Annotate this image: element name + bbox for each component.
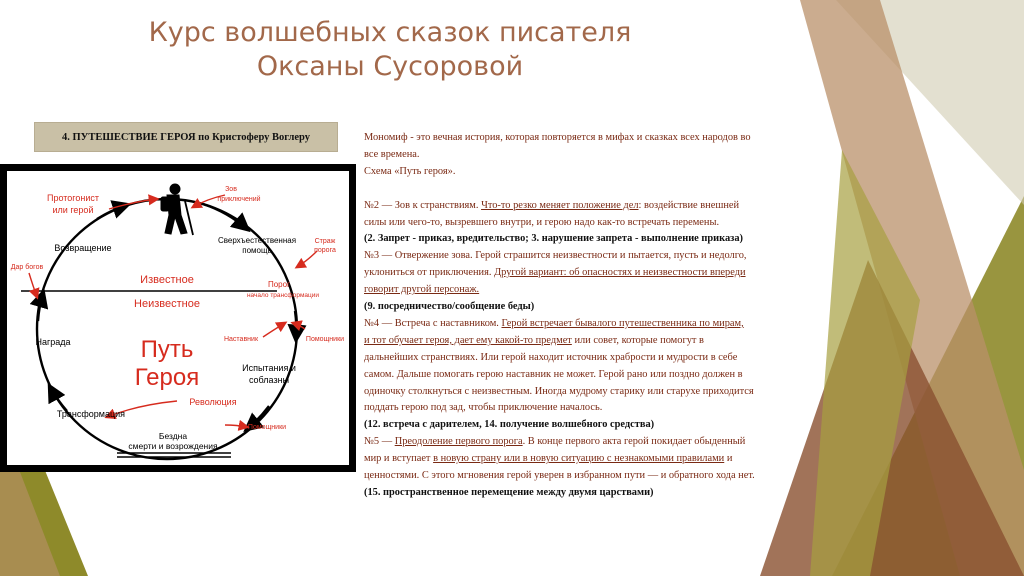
text-line	[364, 316, 842, 333]
text-span: уклониться от приключения.	[364, 267, 495, 279]
text-line: дальнейших странствиях. Или герой находит источник храбрости и мудрости в себе	[364, 351, 738, 363]
diagram-svg	[7, 171, 349, 465]
text-line	[364, 333, 842, 350]
label-guardian-2: порога	[314, 247, 336, 254]
text-line: (2. Запрет - приказ, вредительство; 3. нарушение запрета - выполнение приказа)	[364, 233, 743, 245]
text-line: (12. встреча с дарителем, 14. получение волшебного средства)	[364, 419, 655, 431]
text-span: : воздействие внешней	[638, 199, 740, 211]
text-span: №2 — Зов к странствиям.	[364, 199, 482, 211]
circle-arrow-top-left	[97, 205, 127, 219]
description-text	[364, 130, 842, 502]
text-gap	[364, 181, 842, 198]
text-span: и	[724, 453, 733, 465]
page-title-line-2: Оксаны Сусоровой	[256, 51, 524, 82]
text-span-underlined: Другой вариант: об опасностях и неизвестности впереди	[494, 267, 746, 279]
label-threshold-2: начало трансформации	[246, 292, 320, 299]
text-line: (15. пространственное перемещение между двумя царствами)	[364, 487, 654, 499]
label-supernatural-2: помощь	[242, 246, 272, 255]
label-revolution: Революция	[189, 397, 237, 407]
page-title	[120, 16, 660, 84]
text-line: ценностями. С этого мгновения герой уверен в избранном пути — и обратного хода нет.	[364, 470, 755, 482]
arrow-gifts	[29, 273, 37, 297]
text-line: Мономиф - это вечная история, которая повторяется в мифах и сказках всех народов во	[364, 132, 751, 143]
label-supernatural-1: Сверхъестественная	[217, 236, 297, 245]
label-call-1: Зов	[225, 186, 237, 193]
label-reward: Награда	[35, 337, 71, 347]
circle-arrow-right	[295, 311, 296, 339]
text-line: говорит другой персонаж.	[364, 284, 480, 296]
label-mentor: Наставник	[223, 336, 259, 343]
text-line	[364, 198, 842, 215]
section-label: 4. ПУТЕШЕСТВИЕ ГЕРОЯ по Кристоферу Воглеру	[34, 122, 338, 152]
text-span: . В конце первого акта герой покидает обыденный	[522, 436, 746, 448]
circle-arrow-top-right	[203, 204, 247, 229]
text-span: или совет, которые помогут в	[571, 334, 704, 346]
label-protagonist-2: или герой	[52, 205, 94, 215]
label-known: Известное	[140, 274, 194, 286]
label-gifts: Дар богов	[10, 264, 44, 271]
text-line	[364, 434, 842, 451]
hero-journey-diagram	[0, 164, 356, 472]
text-span-underlined: Что-то резко меняет положение дел	[481, 199, 639, 211]
label-call-2: приключений	[217, 196, 261, 203]
center-title-1: Путь	[140, 336, 194, 363]
circle-arrow-bottom-left	[50, 387, 67, 411]
text-line: все времена.	[364, 148, 420, 160]
text-span: №4 — Встреча с наставником.	[364, 317, 502, 329]
label-threshold-1: Порог	[267, 280, 291, 289]
label-helpers-2: Помощники	[247, 424, 287, 431]
center-title-2: Героя	[134, 364, 200, 391]
label-abyss-2: смерти и возрождения	[128, 441, 218, 451]
diagram-canvas	[7, 171, 349, 465]
text-line: одиночку столкнуться с неизвестным. Иногда мудрому старику или старухе приходится	[364, 385, 754, 397]
label-unknown: Неизвестное	[134, 298, 200, 310]
label-return: Возвращение	[54, 243, 112, 253]
text-line: Схема «Путь героя».	[364, 165, 456, 177]
hiker-icon	[161, 184, 193, 235]
label-guardian-1: Страж	[314, 238, 336, 245]
text-line: самом. Дальше помогать герою наставник не может. Герой рано или поздно должен в	[364, 368, 743, 380]
text-span-underlined: Герой встречает бывалого путешественника по мирам,	[501, 317, 744, 329]
text-line: №3 — Отвержение зова. Герой страшится неизвестности и пытается, пусть и недолго,	[364, 250, 747, 262]
text-line: (9. посредничество/сообщение беды)	[364, 301, 535, 313]
label-transformation: Трансформация	[56, 409, 126, 419]
text-span-underlined: в новую страну или в новую ситуацию с незнакомыми правилами	[433, 453, 725, 465]
page-title-line-1: Курс волшебных сказок писателя	[148, 17, 632, 48]
label-helpers: Помощники	[305, 336, 345, 343]
arrow-mentor	[263, 323, 285, 337]
text-line	[364, 265, 842, 282]
text-span-underlined: Преодоление первого порога	[394, 436, 523, 448]
label-trials-1: Испытания и	[242, 363, 296, 373]
label-abyss-1: Бездна	[158, 431, 188, 441]
arrow-helpers-2	[225, 425, 247, 427]
label-trials-2: соблазны	[248, 375, 290, 385]
text-line: поддать герою под зад, чтобы приключение началось.	[364, 402, 603, 414]
arrow-helpers	[293, 323, 305, 329]
text-span: мир и вступает	[364, 453, 434, 465]
text-span: №5 —	[364, 436, 395, 448]
label-protagonist-1: Протогонист	[46, 193, 100, 203]
text-line	[364, 451, 842, 468]
text-span-underlined: и тот обучает героя, дает ему какой-то предмет	[364, 334, 572, 346]
text-line: силы или чего-то, вызревшего внутри, и герою надо как-то встречать перемены.	[364, 216, 720, 228]
